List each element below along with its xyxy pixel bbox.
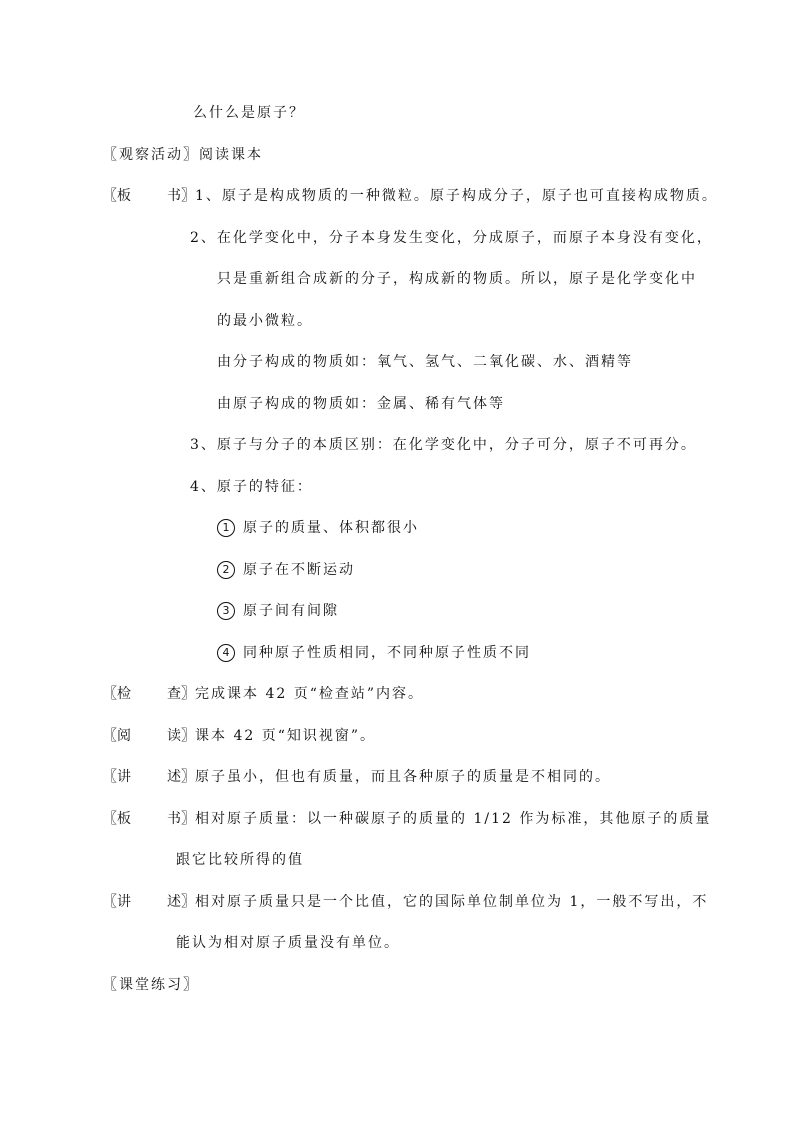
reading-line — [103, 726, 376, 746]
reading-text: 课本 42 页“知识视窗”。 — [195, 728, 377, 744]
molecule-substances-line: 由分子构成的物质如：氧气、氢气、二氧化碳、水、酒精等 — [217, 354, 633, 370]
question-line: 么什么是原子？ — [193, 105, 305, 121]
board-note-2 — [103, 809, 711, 829]
point-4-line: 4、原子的特征： — [190, 479, 313, 495]
circled-number-2: 2 — [217, 561, 235, 579]
feature-text: 原子在不断运动 — [243, 562, 355, 578]
feature-text: 原子的质量、体积都很小 — [243, 520, 419, 536]
board-note-1 — [103, 186, 718, 206]
check-text: 完成课本 42 页“检查站”内容。 — [195, 686, 425, 702]
section-tag: 〖讲 述〗 — [103, 894, 195, 910]
point-2-line-1: 2、在化学变化中，分子本身发生变化，分成原子，而原子本身没有变化， — [190, 230, 713, 246]
atom-substances-line: 由原子构成的物质如：金属、稀有气体等 — [217, 396, 505, 412]
point-3-line: 3、原子与分子的本质区别：在化学变化中，分子可分，原子不可再分。 — [190, 437, 697, 453]
narration-2-continuation: 能认为相对原子质量没有单位。 — [176, 935, 400, 951]
section-tag: 〖板 书〗 — [103, 811, 195, 827]
feature-text: 同种原子性质相同，不同种原子性质不同 — [243, 645, 531, 661]
observation-activity-line: 〖观察活动〗阅读课本 — [103, 147, 263, 163]
board-note-text: 1、原子是构成物质的一种微粒。原子构成分子，原子也可直接构成物质。 — [195, 188, 718, 204]
point-2-line-2: 只是重新组合成新的分子，构成新的物质。所以，原子是化学变化中 — [217, 271, 697, 287]
narration-line-2 — [103, 892, 708, 912]
narration-text: 相对原子质量只是一个比值，它的国际单位制单位为 1，一般不写出，不 — [195, 894, 709, 910]
board-note-text: 相对原子质量：以一种碳原子的质量的 1/12 作为标准，其他原子的质量 — [195, 811, 712, 827]
class-exercise-heading: 〖课堂练习〗 — [103, 977, 199, 993]
section-tag: 〖阅 读〗 — [103, 728, 195, 744]
section-tag: 〖检 查〗 — [103, 686, 195, 702]
check-line — [103, 684, 424, 704]
circled-number-3: 3 — [217, 602, 235, 620]
feature-text: 原子间有间隙 — [243, 603, 339, 619]
section-tag: 〖讲 述〗 — [103, 769, 195, 785]
feature-item — [217, 601, 339, 621]
narration-text: 原子虽小，但也有质量，而且各种原子的质量是不相同的。 — [195, 769, 611, 785]
feature-item — [217, 518, 419, 538]
board-note-2-continuation: 跟它比较所得的值 — [176, 852, 304, 868]
circled-number-1: 1 — [217, 519, 235, 537]
circled-number-4: 4 — [217, 644, 235, 662]
feature-item — [217, 560, 355, 580]
point-2-line-3: 的最小微粒。 — [217, 313, 313, 329]
feature-item — [217, 643, 531, 663]
section-tag: 〖板 书〗 — [103, 188, 195, 204]
narration-line-1 — [103, 767, 611, 787]
